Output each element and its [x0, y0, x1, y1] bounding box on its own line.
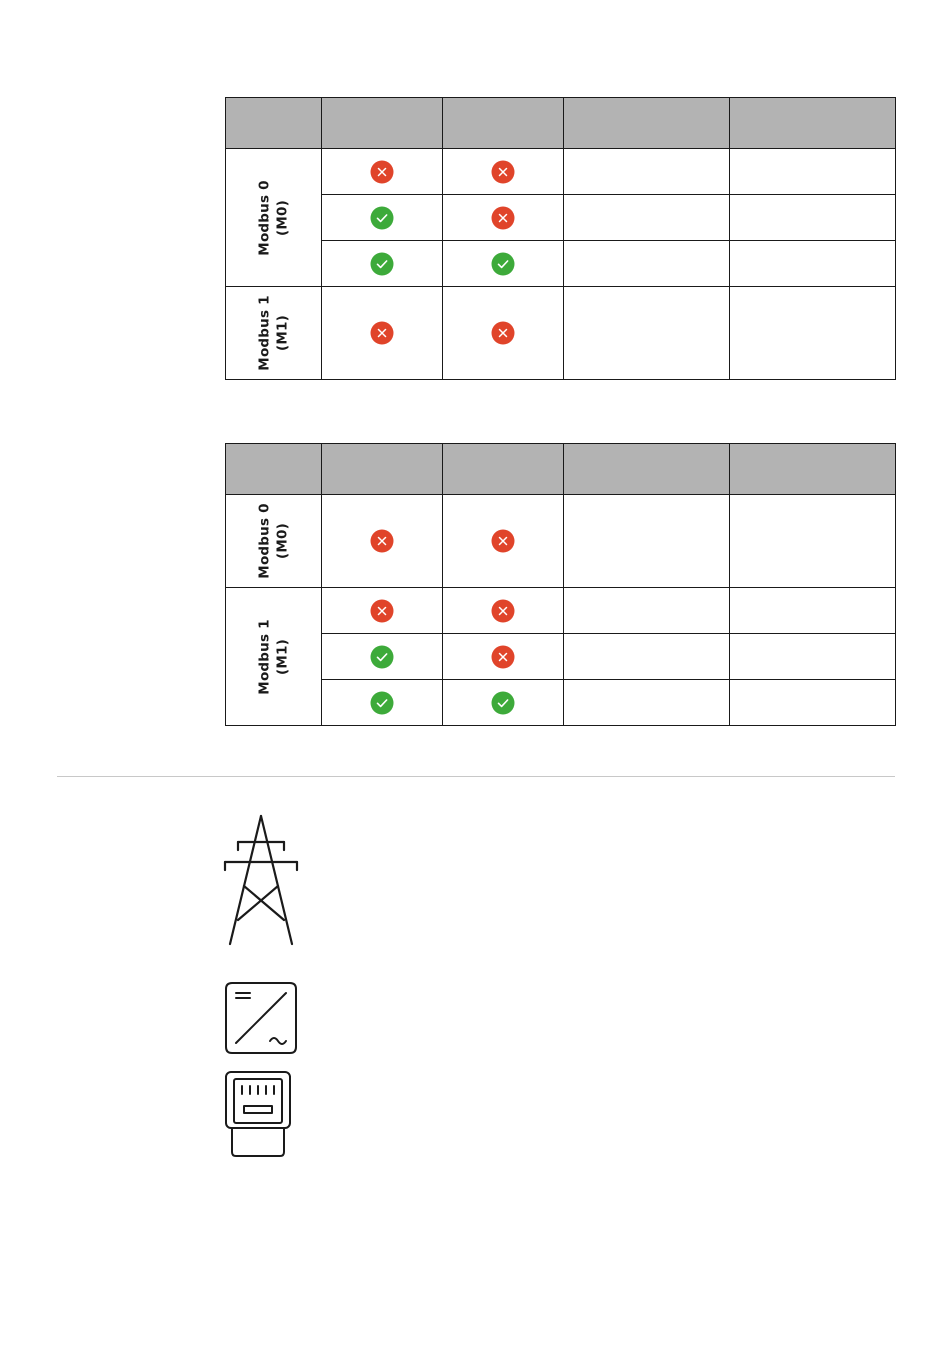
cross-circle-icon: [491, 599, 515, 623]
empty-cell: [730, 241, 896, 287]
table-row: [226, 495, 896, 588]
row-group-label: [226, 149, 322, 287]
status-cell: [322, 588, 443, 634]
status-cell: [322, 195, 443, 241]
empty-cell: [730, 588, 896, 634]
header-cell: [730, 98, 896, 149]
table-row: [226, 680, 896, 726]
empty-cell: [730, 287, 896, 380]
status-cell: [443, 287, 564, 380]
status-cell: [443, 634, 564, 680]
group-label-line1: Modbus 1: [256, 295, 273, 371]
cross-circle-icon: [491, 645, 515, 669]
status-cell: [443, 680, 564, 726]
group-label-line2: (M1): [274, 315, 291, 351]
cross-circle-icon: [491, 529, 515, 553]
header-cell: [443, 98, 564, 149]
empty-cell: [730, 634, 896, 680]
header-cell: [730, 444, 896, 495]
status-cell: [443, 195, 564, 241]
power-pylon-icon: [222, 812, 300, 948]
empty-cell: [564, 195, 730, 241]
row-group-label: [226, 495, 322, 588]
status-cell: [443, 149, 564, 195]
check-circle-icon: [491, 252, 515, 276]
modbus-table-2: [225, 443, 896, 726]
empty-cell: [564, 241, 730, 287]
cross-circle-icon: [370, 599, 394, 623]
header-cell: [564, 444, 730, 495]
cross-circle-icon: [491, 160, 515, 184]
status-cell: [322, 680, 443, 726]
empty-cell: [730, 495, 896, 588]
table-row: [226, 634, 896, 680]
status-cell: [322, 287, 443, 380]
status-cell: [443, 495, 564, 588]
header-cell: [443, 444, 564, 495]
check-circle-icon: [491, 691, 515, 715]
inverter-icon: [224, 981, 298, 1055]
row-group-label: [226, 588, 322, 726]
status-cell: [322, 495, 443, 588]
cross-circle-icon: [491, 321, 515, 345]
empty-cell: [730, 680, 896, 726]
group-label-line2: (M1): [274, 638, 291, 675]
status-cell: [322, 634, 443, 680]
check-circle-icon: [370, 206, 394, 230]
energy-meter-icon: [224, 1070, 292, 1160]
group-label-line1: Modbus 1: [256, 618, 273, 695]
cross-circle-icon: [370, 321, 394, 345]
empty-cell: [730, 149, 896, 195]
status-cell: [443, 241, 564, 287]
check-circle-icon: [370, 252, 394, 276]
row-group-label: [226, 287, 322, 380]
table-row: [226, 588, 896, 634]
table-row: [226, 241, 896, 287]
status-cell: [443, 588, 564, 634]
cross-circle-icon: [370, 529, 394, 553]
empty-cell: [564, 680, 730, 726]
cross-circle-icon: [491, 206, 515, 230]
group-label-line1: Modbus 0: [256, 503, 273, 579]
cross-circle-icon: [370, 160, 394, 184]
status-cell: [322, 241, 443, 287]
header-cell: [226, 98, 322, 149]
header-cell: [564, 98, 730, 149]
empty-cell: [564, 149, 730, 195]
table-row: [226, 149, 896, 195]
section-divider: [57, 776, 895, 777]
check-circle-icon: [370, 691, 394, 715]
header-cell: [322, 444, 443, 495]
empty-cell: [564, 495, 730, 588]
empty-cell: [564, 634, 730, 680]
modbus-table-1: [225, 97, 896, 380]
status-cell: [322, 149, 443, 195]
header-cell: [322, 98, 443, 149]
empty-cell: [730, 195, 896, 241]
group-label-line2: (M0): [274, 523, 291, 559]
group-label-line2: (M0): [274, 199, 291, 236]
table-row: [226, 195, 896, 241]
header-cell: [226, 444, 322, 495]
group-label-line1: Modbus 0: [256, 179, 273, 256]
empty-cell: [564, 588, 730, 634]
check-circle-icon: [370, 645, 394, 669]
empty-cell: [564, 287, 730, 380]
table-header-row: [226, 444, 896, 495]
table-row: [226, 287, 896, 380]
table-header-row: [226, 98, 896, 149]
